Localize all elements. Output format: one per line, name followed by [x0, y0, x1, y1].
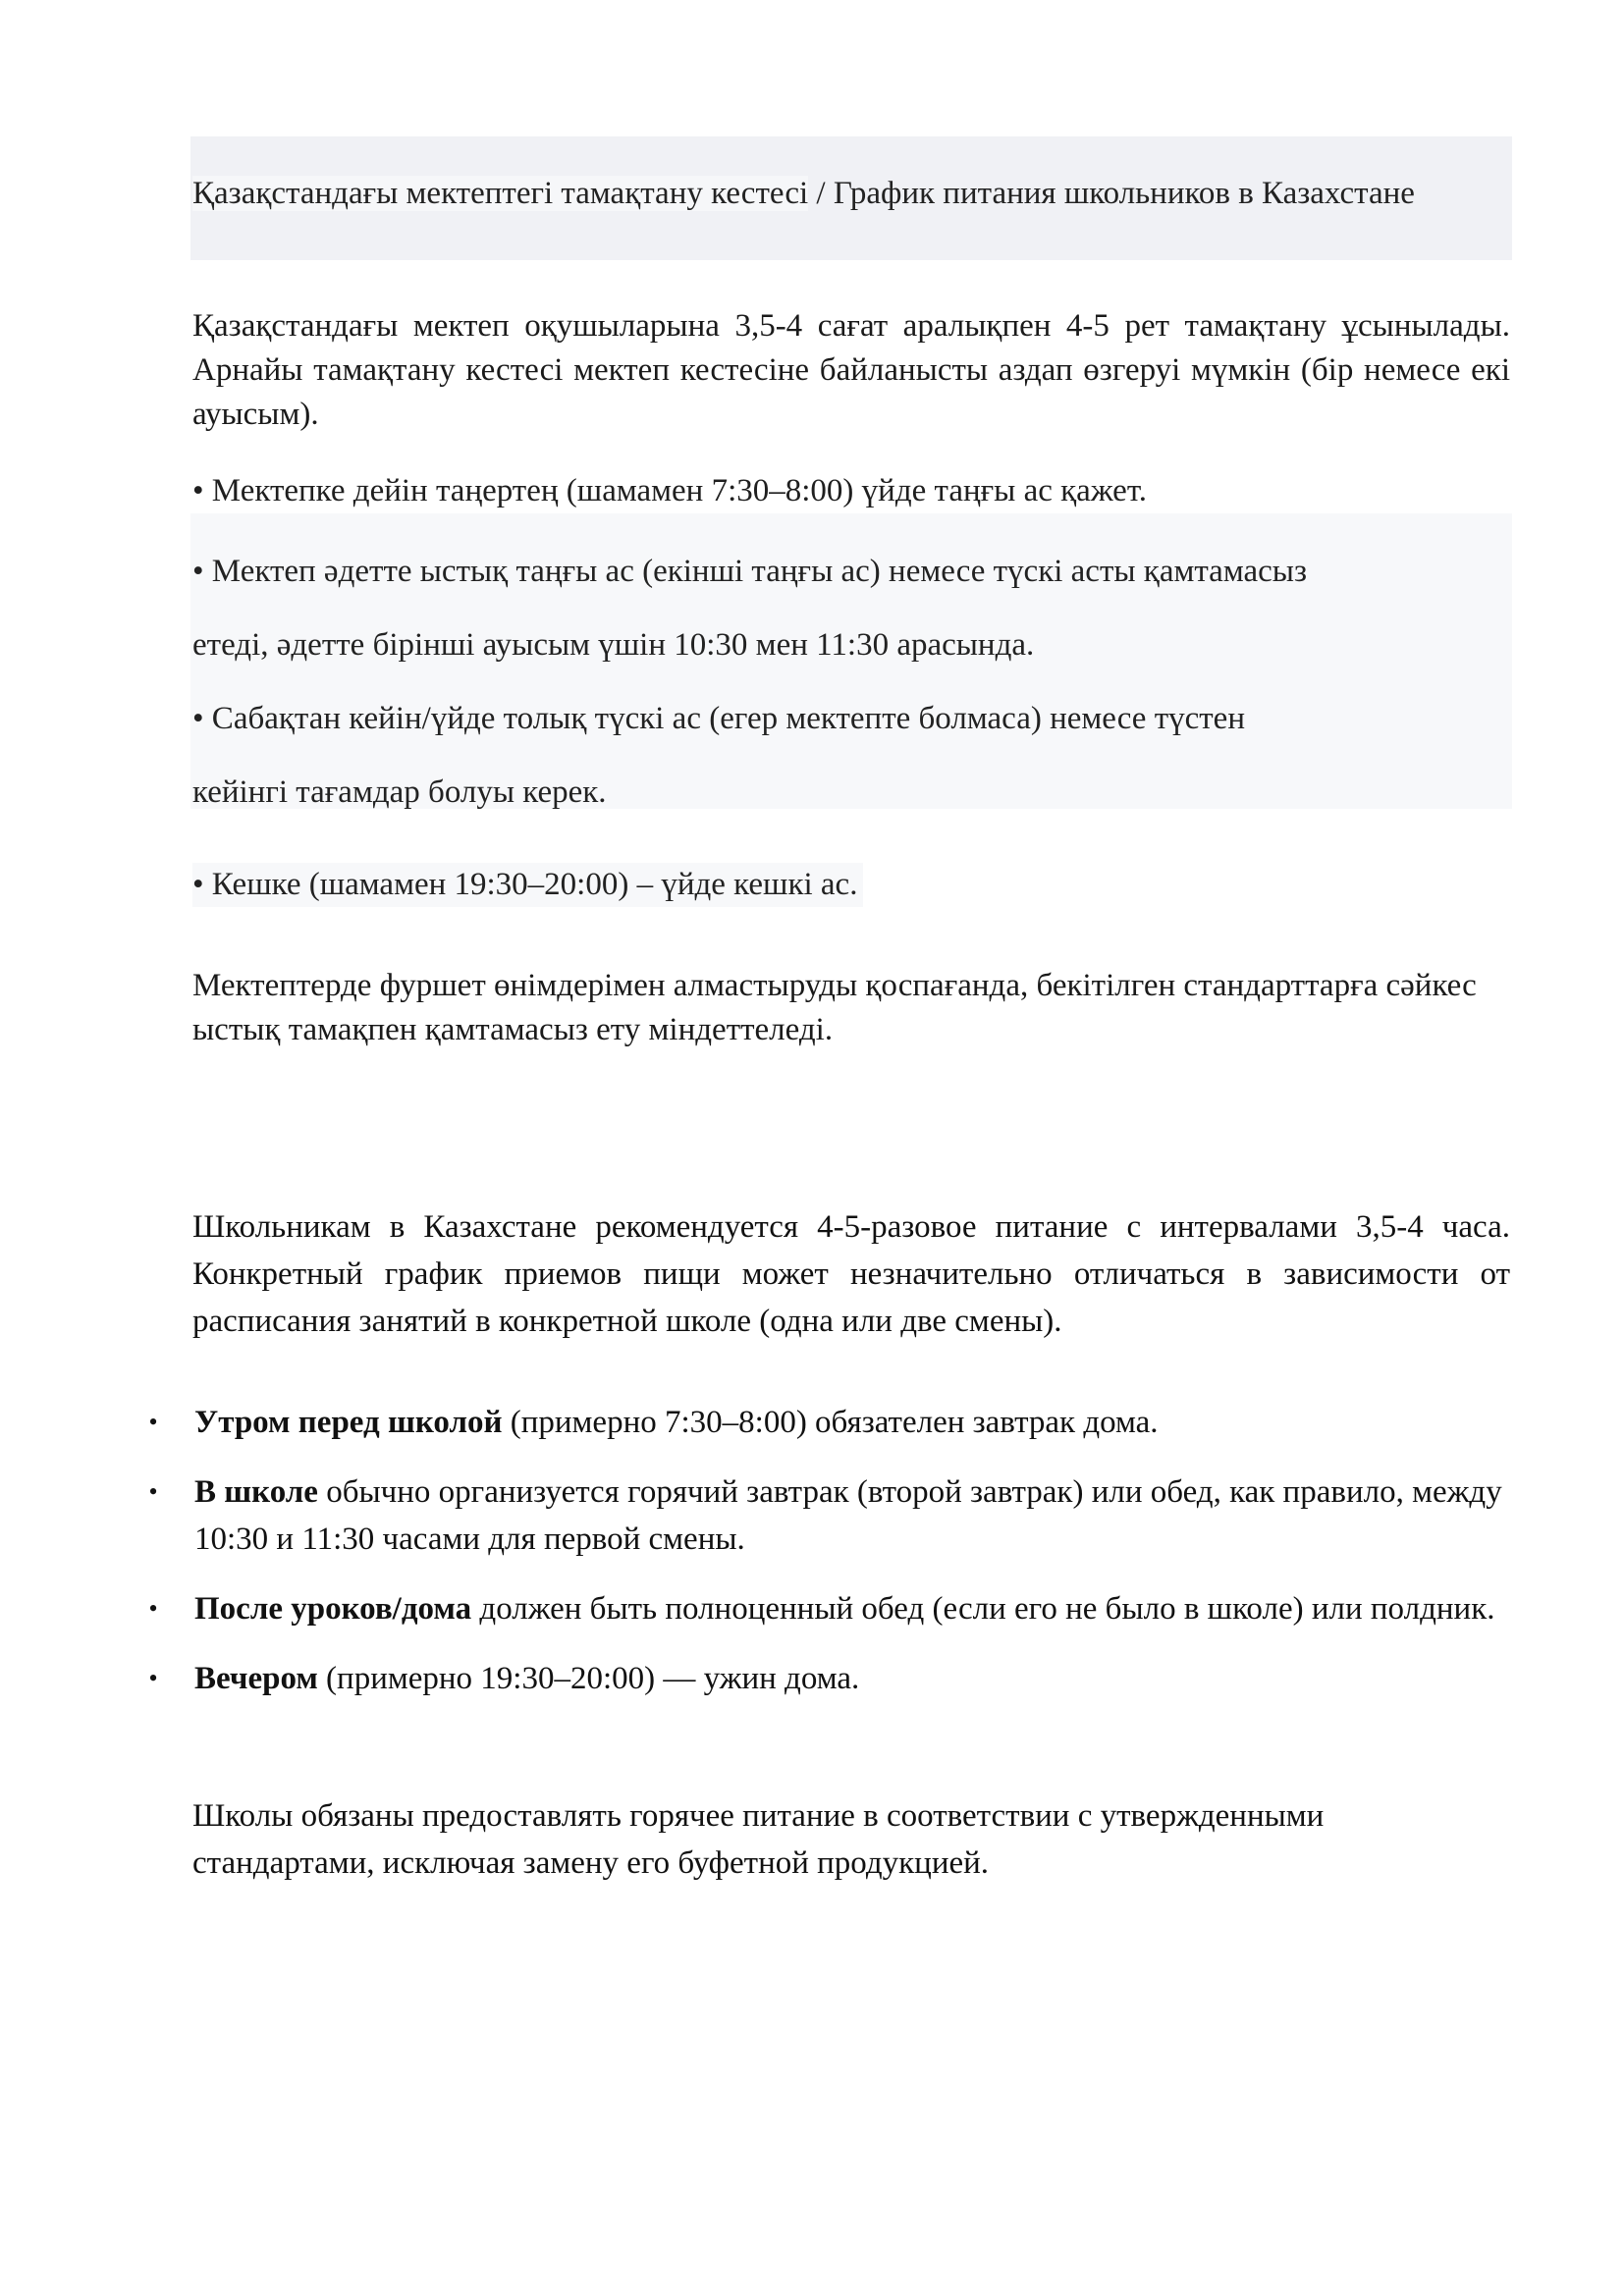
list-item-bold-label: Вечером [194, 1661, 318, 1696]
kazakh-bullets-school-and-lunch [192, 535, 1508, 829]
title-block [190, 136, 1512, 260]
list-item-morning [143, 1399, 1518, 1446]
list-item-text: (примерно 7:30–8:00) обязателен завтрак дома. [502, 1405, 1159, 1440]
russian-outro-paragraph: Школы обязаны предоставлять горячее питание в соответствии с утвержденными стандартами, исключая замену его буфетной продукцией. [192, 1798, 1325, 1881]
bullet-icon: • [148, 1664, 158, 1692]
kazakh-outro-paragraph: Мектептерде фуршет өнімдерімен алмастыруды қоспағанда, бекітілген стандарттарға сәйкес ыстық тамақпен қамтамасыз ету міндеттеледі. [192, 968, 1477, 1047]
list-item-bold-label: В школе [194, 1474, 318, 1510]
kazakh-bullet-lunch-line1: • Сабақтан кейін/үйде толық түскі ас (егер мектепте болмаса) немесе түстен [192, 701, 1245, 736]
bullet-icon: • [148, 1594, 158, 1623]
list-item-bold-label: После уроков/дома [194, 1591, 472, 1627]
bullet-icon: • [148, 1408, 158, 1436]
list-item-text: (примерно 19:30–20:00) — ужин дома. [317, 1661, 860, 1696]
bullet-icon: • [148, 1477, 158, 1506]
russian-meal-list [143, 1399, 1518, 1725]
russian-intro-paragraph: Школьникам в Казахстане рекомендуется 4-5-разовое питание с интервалами 3,5-4 часа. Конкретный график приемов пищи может незначительно отличаться в зависимости от расписания занятий в конкретной школе (одна или две смены). [192, 1209, 1510, 1339]
list-item-evening [143, 1655, 1518, 1702]
kazakh-bullet-lunch-line2: кейінгі тағамдар болуы керек. [192, 774, 607, 810]
list-item-text: должен быть полноценный обед (если его не было в школе) или полдник. [471, 1591, 1495, 1627]
list-item-school [143, 1468, 1518, 1563]
list-item-bold-label: Утром перед школой [194, 1405, 503, 1440]
title-russian-part: / График питания школьников в Казахстане [808, 176, 1415, 211]
list-item-text: обычно организуется горячий завтрак (второй завтрак) или обед, как правило, между 10:30 и 11:30 часами для первой смены. [194, 1474, 1502, 1557]
kazakh-highlight-block [190, 513, 1512, 809]
kazakh-bullet-breakfast: • Мектепке дейін таңертең (шамамен 7:30–8:00) үйде таңғы ас қажет. [192, 473, 1148, 508]
kazakh-bullet-dinner: • Кешке (шамамен 19:30–20:00) – үйде кешкі ас. [192, 863, 863, 907]
list-item-after-school [143, 1585, 1518, 1632]
document-title [192, 172, 1498, 216]
kazakh-intro-paragraph: Қазақстандағы мектеп оқушыларына 3,5-4 сағат аралықпен 4-5 рет тамақтану ұсынылады. Арнайы тамақтану кестесі мектеп кестесіне байланысты аздап өзгеруі мүмкін (бір немесе екі ауысым). [192, 308, 1510, 432]
kazakh-bullet-school-line1: • Мектеп әдетте ыстық таңғы ас (екінші таңғы ас) немесе түскі асты қамтамасыз [192, 554, 1307, 589]
kazakh-bullet-school-line2: етеді, әдетте бірінші ауысым үшін 10:30 мен 11:30 арасында. [192, 627, 1035, 663]
title-kazakh-part: Қазақстандағы мектептегі тамақтану кестесі [192, 176, 809, 211]
